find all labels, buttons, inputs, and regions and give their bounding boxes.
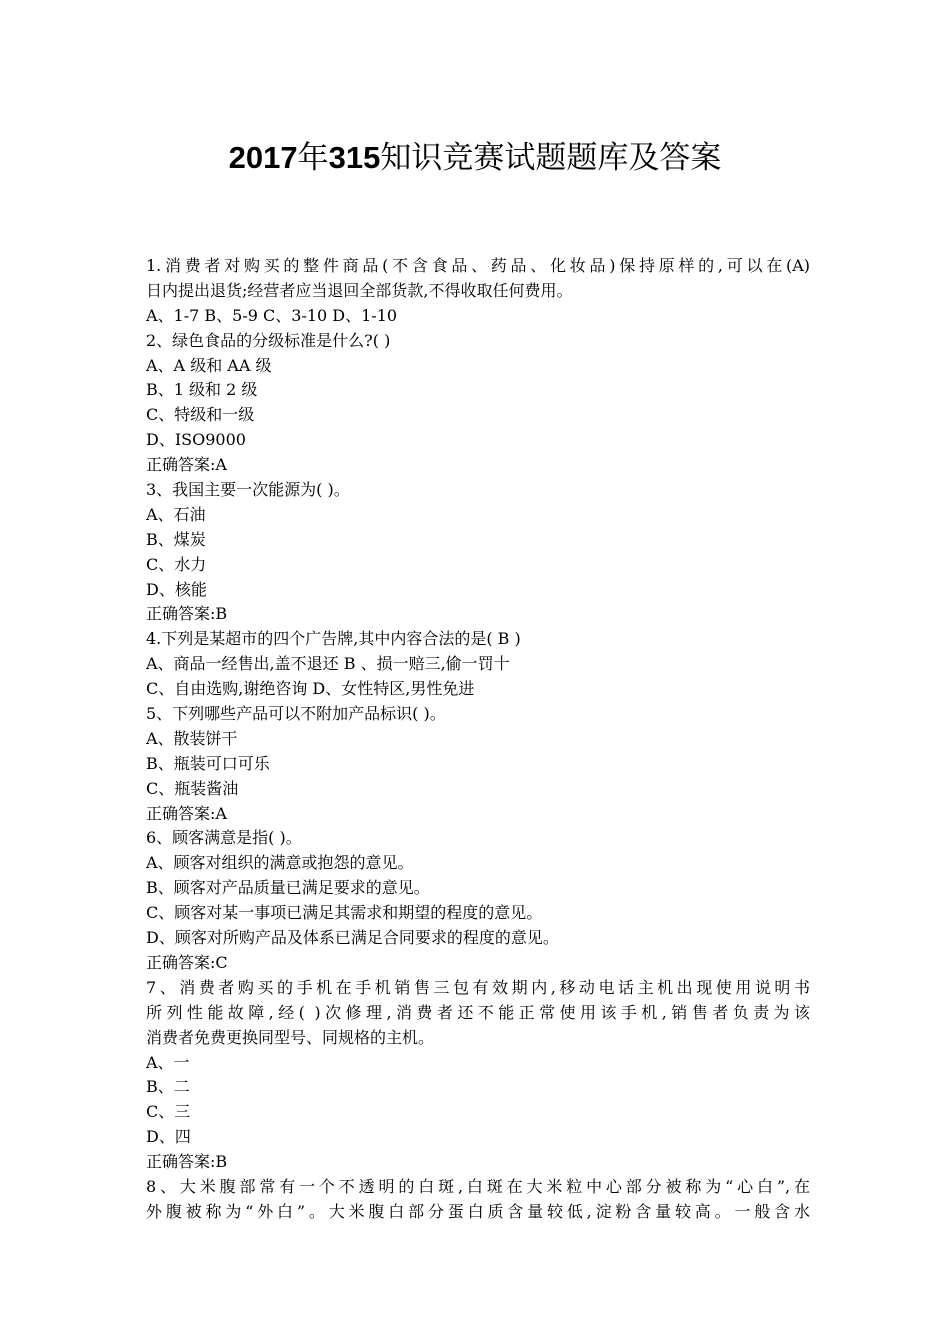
title-year: 2017 bbox=[228, 140, 298, 175]
text-line: C、顾客对某一事项已满足其需求和期望的程度的意见。 bbox=[146, 903, 543, 923]
text-line: A、商品一经售出,盖不退还 B 、损一赔三,偷一罚十 bbox=[146, 654, 510, 674]
text-line: 正确答案:A bbox=[146, 455, 227, 475]
text-line: 正确答案:C bbox=[146, 952, 228, 972]
text-line: A、石油 bbox=[146, 504, 206, 524]
text-line: 1.消费者对购买的整件商品(不含食品、药品、化妆品)保持原样的,可以在(A) bbox=[146, 256, 810, 275]
text-line: 2、绿色食品的分级标准是什么?( ) bbox=[146, 330, 391, 350]
text-line: 8、大米腹部常有一个不透明的白斑,白斑在大米粒中心部分被称为“心白”,在 bbox=[146, 1176, 810, 1196]
text-line: B、1 级和 2 级 bbox=[146, 380, 258, 400]
text-line: C、自由选购,谢绝咨询 D、女性特区,男性免进 bbox=[146, 679, 475, 699]
document-body bbox=[146, 254, 810, 1225]
text-line: 所列性能故障,经( )次修理,消费者还不能正常使用该手机,销售者负责为该 bbox=[146, 1002, 810, 1022]
text-line: D、ISO9000 bbox=[146, 430, 246, 450]
text-line: D、核能 bbox=[146, 579, 207, 599]
text-line: 7、消费者购买的手机在手机销售三包有效期内,移动电话主机出现使用说明书 bbox=[146, 977, 810, 997]
text-line: 5、下列哪些产品可以不附加产品标识( )。 bbox=[146, 704, 446, 724]
text-line: 日内提出退货;经营者应当退回全部货款,不得收取任何费用。 bbox=[146, 280, 573, 300]
text-line: B、二 bbox=[146, 1077, 190, 1097]
text-line: A、一 bbox=[146, 1052, 190, 1072]
text-line: C、瓶装酱油 bbox=[146, 778, 239, 798]
text-line: A、散装饼干 bbox=[146, 728, 238, 748]
title-number: 315 bbox=[328, 140, 381, 175]
text-line: 外腹被称为“外白”。大米腹白部分蛋白质含量较低,淀粉含量较高。一般含水 bbox=[146, 1201, 810, 1221]
text-line: B、瓶装可口可乐 bbox=[146, 753, 270, 773]
text-line: 消费者免费更换同型号、同规格的主机。 bbox=[146, 1027, 435, 1047]
text-line: 正确答案:B bbox=[146, 604, 228, 624]
title-text: 知识竞赛试题题库及答案 bbox=[380, 140, 722, 176]
text-line: 3、我国主要一次能源为( )。 bbox=[146, 480, 350, 500]
text-line: C、水力 bbox=[146, 554, 207, 574]
text-line: B、煤炭 bbox=[146, 529, 206, 549]
text-line: A、1-7 B、5-9 C、3-10 D、1-10 bbox=[146, 305, 398, 325]
text-line: A、A 级和 AA 级 bbox=[146, 355, 272, 375]
text-line: C、特级和一级 bbox=[146, 405, 255, 425]
text-line: B、顾客对产品质量已满足要求的意见。 bbox=[146, 878, 430, 898]
text-line: 正确答案:A bbox=[146, 803, 227, 823]
text-line: 正确答案:B bbox=[146, 1152, 228, 1172]
text-line: 6、顾客满意是指( )。 bbox=[146, 828, 302, 848]
title-year-unit: 年 bbox=[297, 140, 329, 176]
text-line: C、三 bbox=[146, 1102, 191, 1122]
text-line: D、顾客对所购产品及体系已满足合同要求的程度的意见。 bbox=[146, 928, 559, 948]
page-title bbox=[0, 136, 950, 180]
text-line: D、四 bbox=[146, 1127, 191, 1147]
text-line: 4.下列是某超市的四个广告牌,其中内容合法的是( B ) bbox=[146, 629, 521, 649]
text-line: A、顾客对组织的满意或抱怨的意见。 bbox=[146, 853, 414, 873]
